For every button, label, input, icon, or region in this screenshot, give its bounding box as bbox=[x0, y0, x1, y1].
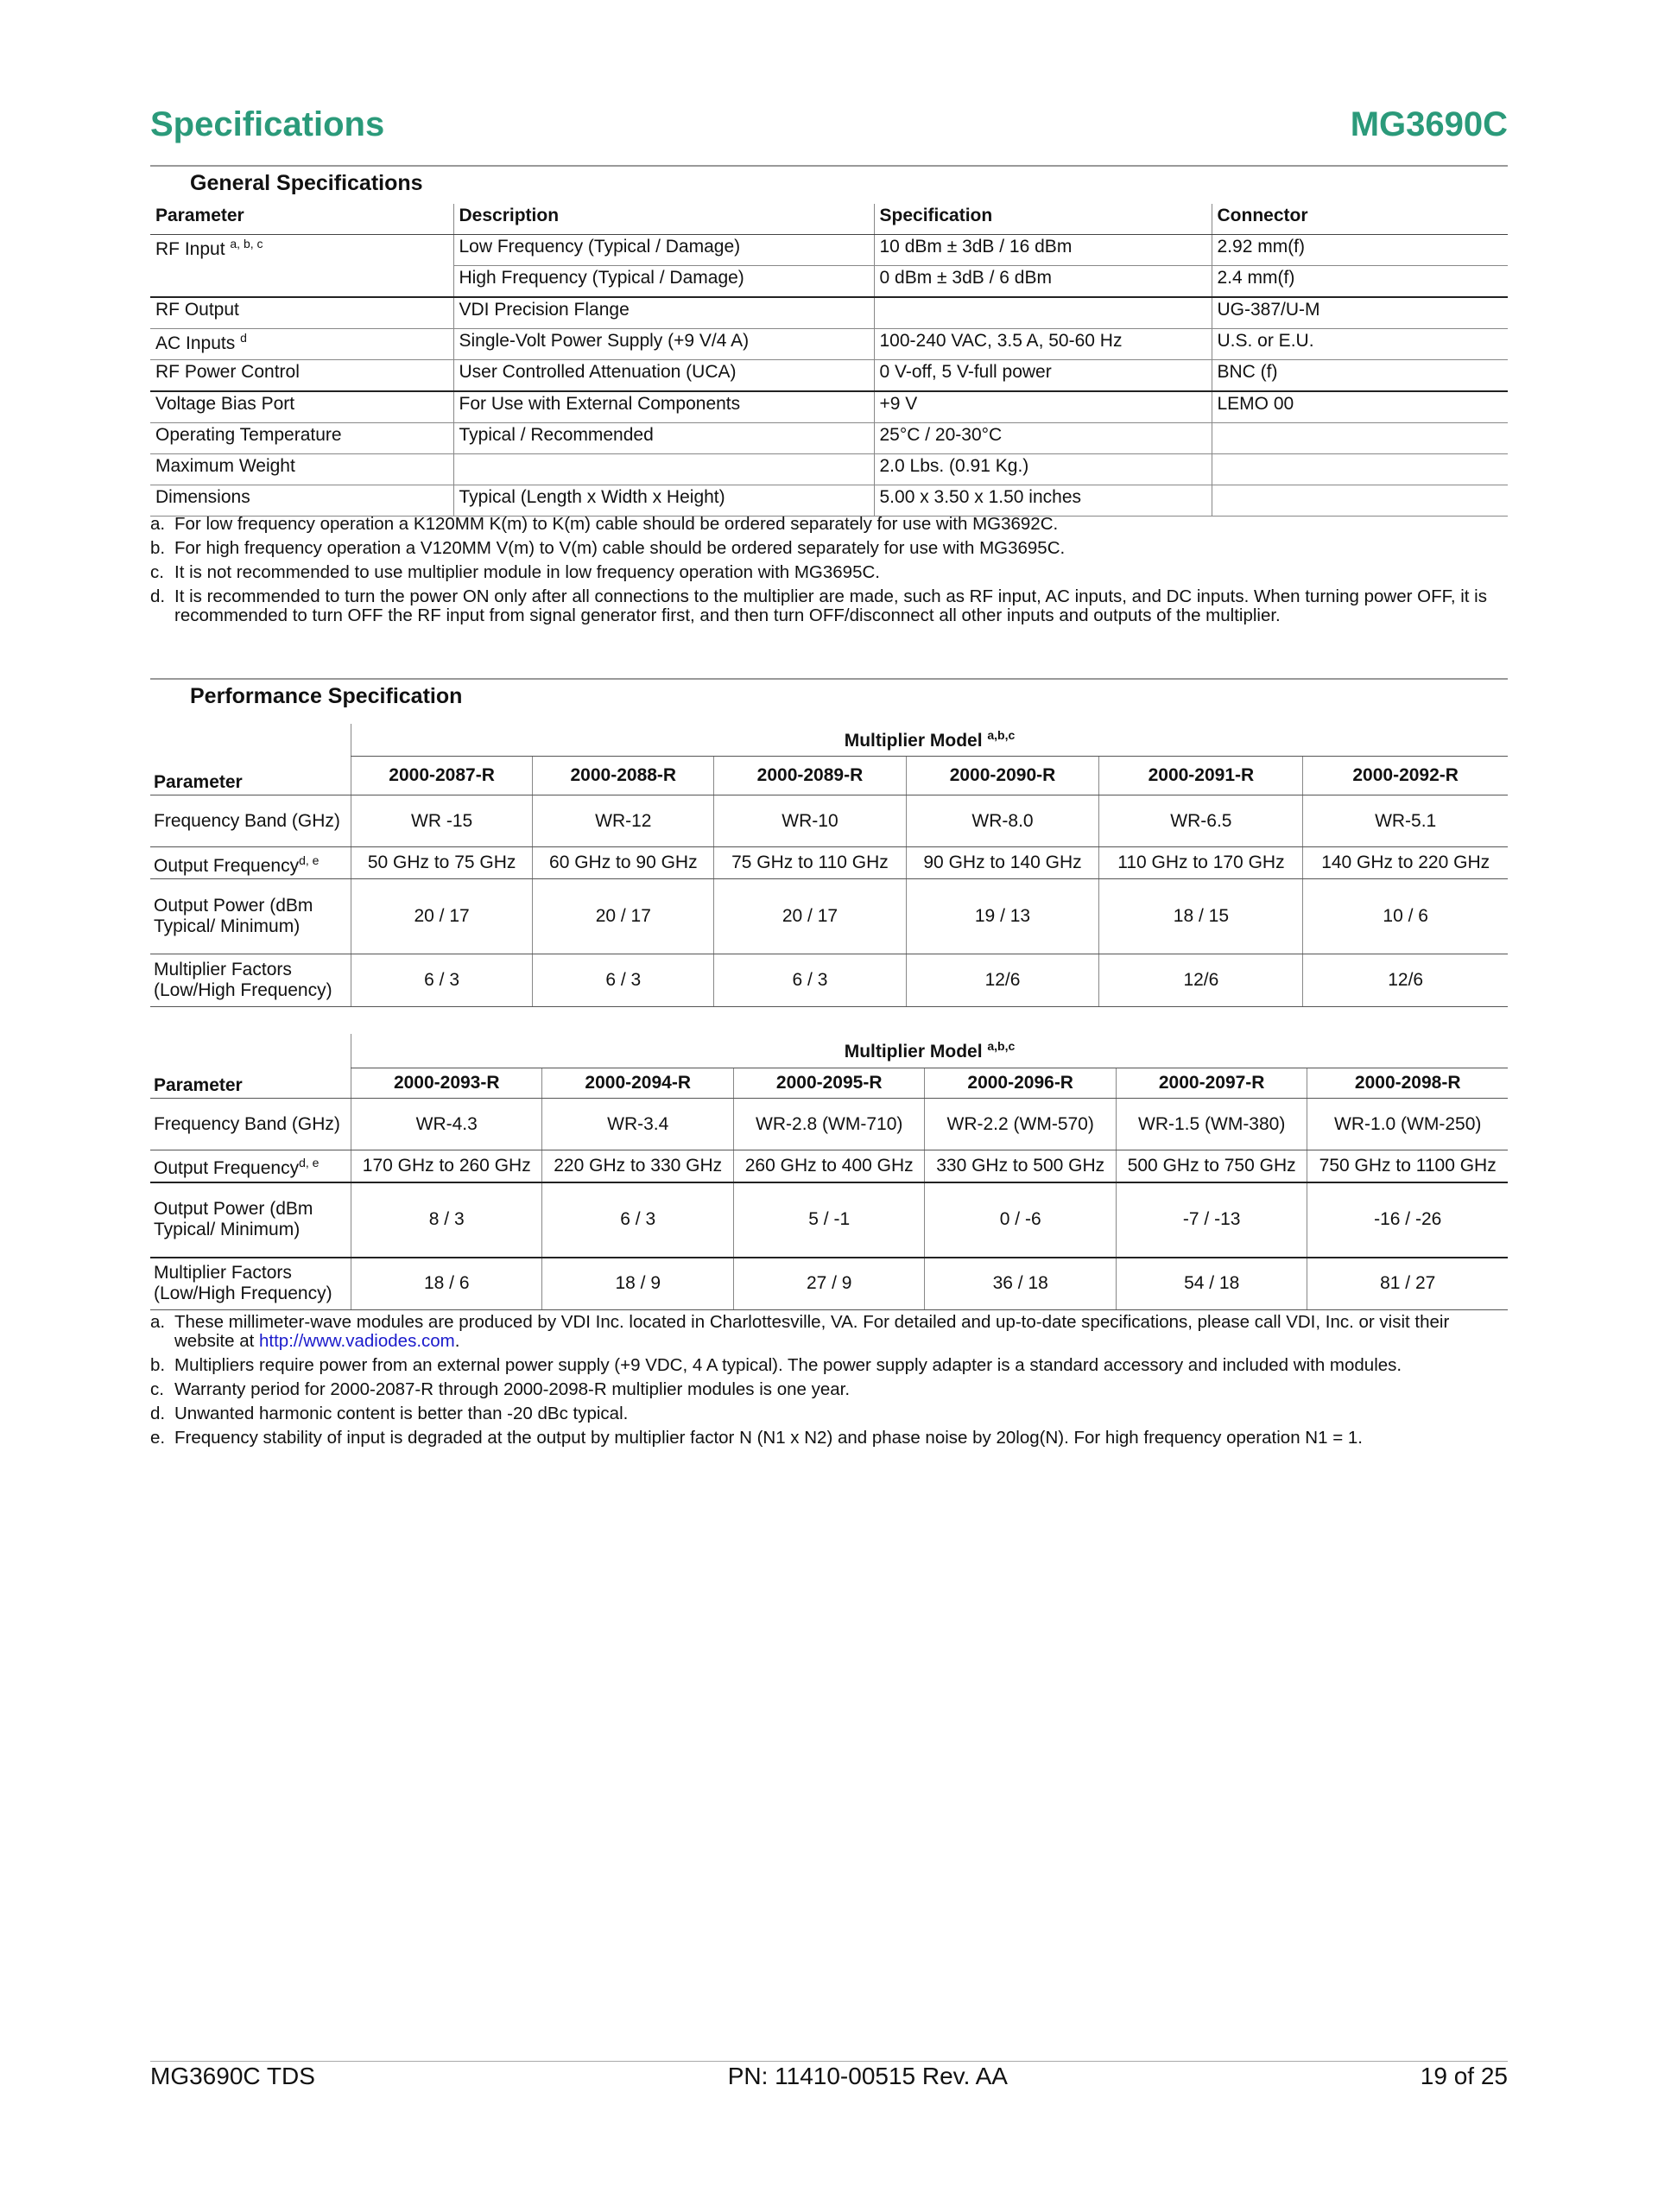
cell-text: VDI Precision Flange bbox=[459, 300, 630, 320]
cell-power: 20 / 17 bbox=[533, 879, 714, 954]
cell-conn bbox=[1212, 485, 1508, 517]
table-row bbox=[150, 485, 1508, 517]
cell-factors: 6 / 3 bbox=[351, 954, 533, 1007]
cell-param bbox=[150, 391, 453, 423]
cell-text: User Controlled Attenuation (UCA) bbox=[459, 362, 737, 382]
multiplier-model-header bbox=[351, 1034, 1509, 1068]
product-model: MG3690C bbox=[1350, 105, 1508, 143]
cell-desc bbox=[453, 235, 874, 266]
cell-spec bbox=[874, 360, 1212, 392]
cell-spec bbox=[874, 485, 1212, 517]
cell-freq: 260 GHz to 400 GHz bbox=[733, 1150, 924, 1182]
general-spec-table bbox=[150, 204, 1508, 517]
table-row bbox=[150, 1099, 1508, 1150]
cell-text: Dimensions bbox=[155, 487, 250, 507]
cell-band: WR-1.0 (WM-250) bbox=[1307, 1099, 1508, 1150]
col-header: Parameter bbox=[150, 204, 453, 235]
performance-table-2 bbox=[150, 1034, 1508, 1310]
cell-conn bbox=[1212, 297, 1508, 329]
footnote bbox=[150, 1404, 1508, 1423]
cell-text: 10 dBm ± 3dB / 16 dBm bbox=[879, 237, 1073, 257]
cell-factors: 18 / 6 bbox=[351, 1258, 542, 1310]
footnote-ref: a,b,c bbox=[987, 728, 1016, 742]
footnote-text: . bbox=[454, 1331, 460, 1351]
table-row bbox=[150, 423, 1508, 454]
group-header-row bbox=[150, 1034, 1508, 1068]
cell-band: WR-2.2 (WM-570) bbox=[925, 1099, 1116, 1150]
row-label-text: Output Frequency bbox=[154, 1158, 300, 1179]
cell-text: Single-Volt Power Supply (+9 V/4 A) bbox=[459, 331, 750, 351]
cell-power: 6 / 3 bbox=[542, 1182, 733, 1258]
cell-freq: 140 GHz to 220 GHz bbox=[1303, 847, 1508, 879]
cell-factors: 54 / 18 bbox=[1116, 1258, 1307, 1310]
parameter-header bbox=[150, 1034, 351, 1099]
parameter-label: Parameter bbox=[154, 772, 243, 792]
footnote bbox=[150, 539, 1508, 558]
cell-text: Maximum Weight bbox=[155, 456, 295, 476]
cell-text: Typical (Length x Width x Height) bbox=[459, 487, 725, 507]
cell-spec bbox=[874, 391, 1212, 423]
cell-power: 5 / -1 bbox=[733, 1182, 924, 1258]
row-label-text: Output Power (dBm Typical/ Minimum) bbox=[154, 1199, 313, 1239]
row-label bbox=[150, 847, 351, 879]
cell-band: WR-3.4 bbox=[542, 1099, 733, 1150]
cell-factors: 12/6 bbox=[906, 954, 1099, 1007]
table-row bbox=[150, 954, 1508, 1007]
cell-text: +9 V bbox=[879, 394, 918, 414]
cell-band: WR-4.3 bbox=[351, 1099, 542, 1150]
cell-text: 2.0 Lbs. (0.91 Kg.) bbox=[879, 456, 1029, 476]
row-label bbox=[150, 1099, 351, 1150]
cell-band: WR-5.1 bbox=[1303, 795, 1508, 847]
footer-page: 19 of 25 bbox=[1420, 2063, 1508, 2089]
cell-conn bbox=[1212, 360, 1508, 392]
row-label bbox=[150, 879, 351, 954]
divider bbox=[150, 165, 1508, 167]
cell-text: For Use with External Components bbox=[459, 394, 741, 414]
cell-spec bbox=[874, 423, 1212, 454]
row-label-text: Multiplier Factors (Low/High Frequency) bbox=[154, 960, 332, 1000]
model-header: 2000-2088-R bbox=[533, 757, 714, 795]
col-header: Description bbox=[453, 204, 874, 235]
cell-spec bbox=[874, 235, 1212, 266]
general-footnotes bbox=[150, 515, 1508, 631]
footnote-text: Frequency stability of input is degraded at the output by multiplier factor N (N1 x N2) and phase noise by 20log(N). For high frequency operation N1 = 1. bbox=[174, 1428, 1363, 1448]
col-header: Specification bbox=[874, 204, 1212, 235]
model-header: 2000-2090-R bbox=[906, 757, 1099, 795]
cell-freq: 60 GHz to 90 GHz bbox=[533, 847, 714, 879]
cell-text: Low Frequency (Typical / Damage) bbox=[459, 237, 741, 257]
cell-text: UG-387/U-M bbox=[1217, 300, 1320, 320]
performance-footnotes bbox=[150, 1313, 1508, 1453]
cell-param bbox=[150, 454, 453, 485]
cell-param bbox=[150, 423, 453, 454]
cell-text: RF Output bbox=[155, 300, 239, 320]
multiplier-model-header bbox=[351, 724, 1509, 757]
model-header: 2000-2095-R bbox=[733, 1068, 924, 1099]
cell-spec bbox=[874, 266, 1212, 298]
table-row bbox=[150, 1150, 1508, 1182]
cell-power: 19 / 13 bbox=[906, 879, 1099, 954]
footnote-text: It is recommended to turn the power ON only after all connections to the multiplier are made, such as RF input, AC inputs, and DC inputs. When turning power OFF, it is recommended to turn OFF the RF input from signal generator first, and then turn OFF/disconnect all other inputs and outputs of the multiplier. bbox=[174, 586, 1487, 625]
cell-spec bbox=[874, 454, 1212, 485]
cell-factors: 12/6 bbox=[1303, 954, 1508, 1007]
performance-spec-heading: Performance Specification bbox=[190, 684, 463, 708]
cell-conn bbox=[1212, 423, 1508, 454]
footnote-text: These millimeter-wave modules are produced by VDI Inc. located in Charlottesville, VA. For detailed and up-to-date specifications, please call VDI, Inc. or visit their website at bbox=[174, 1312, 1450, 1351]
cell-desc bbox=[453, 360, 874, 392]
cell-freq: 90 GHz to 140 GHz bbox=[906, 847, 1099, 879]
cell-spec bbox=[874, 329, 1212, 360]
cell-freq: 170 GHz to 260 GHz bbox=[351, 1150, 542, 1182]
cell-power: 20 / 17 bbox=[351, 879, 533, 954]
cell-factors: 6 / 3 bbox=[714, 954, 906, 1007]
model-header: 2000-2093-R bbox=[351, 1068, 542, 1099]
cell-param bbox=[150, 235, 453, 266]
cell-power: 20 / 17 bbox=[714, 879, 906, 954]
cell-power: 8 / 3 bbox=[351, 1182, 542, 1258]
cell-desc bbox=[453, 297, 874, 329]
row-label-text: Output Power (dBm Typical/ Minimum) bbox=[154, 896, 313, 936]
footer-divider bbox=[150, 2061, 1508, 2062]
footnote-label: b. bbox=[150, 538, 166, 558]
cell-freq: 75 GHz to 110 GHz bbox=[714, 847, 906, 879]
cell-freq: 50 GHz to 75 GHz bbox=[351, 847, 533, 879]
model-header: 2000-2098-R bbox=[1307, 1068, 1508, 1099]
cell-conn bbox=[1212, 454, 1508, 485]
table-row bbox=[150, 297, 1508, 329]
cell-factors: 81 / 27 bbox=[1307, 1258, 1508, 1310]
footnote bbox=[150, 1380, 1508, 1399]
cell-desc bbox=[453, 423, 874, 454]
cell-band: WR-12 bbox=[533, 795, 714, 847]
cell-power: 10 / 6 bbox=[1303, 879, 1508, 954]
footnote bbox=[150, 1313, 1508, 1351]
cell-text: AC Inputs bbox=[155, 333, 236, 353]
table-row bbox=[150, 360, 1508, 392]
cell-freq: 500 GHz to 750 GHz bbox=[1116, 1150, 1307, 1182]
footnote-text: Multipliers require power from an external power supply (+9 VDC, 4 A typical). The power supply adapter is a standard accessory and included with modules. bbox=[174, 1355, 1402, 1375]
cell-text: Typical / Recommended bbox=[459, 425, 654, 445]
divider bbox=[150, 678, 1508, 680]
table-row bbox=[150, 391, 1508, 423]
cell-desc bbox=[453, 391, 874, 423]
footnote-text: For high frequency operation a V120MM V(m) to V(m) cable should be ordered separately for use with MG3695C. bbox=[174, 538, 1066, 558]
footnote-label: c. bbox=[150, 1379, 164, 1399]
row-label bbox=[150, 795, 351, 847]
model-header: 2000-2094-R bbox=[542, 1068, 733, 1099]
model-row bbox=[150, 757, 1508, 795]
footnote-ref: d, e bbox=[299, 852, 320, 867]
cell-band: WR-8.0 bbox=[906, 795, 1099, 847]
cell-power: -7 / -13 bbox=[1116, 1182, 1307, 1258]
footnote bbox=[150, 587, 1508, 625]
footer-doc: MG3690C TDS bbox=[150, 2063, 315, 2089]
group-header-row bbox=[150, 724, 1508, 757]
vadiodes-link[interactable]: http://www.vadiodes.com bbox=[259, 1331, 455, 1351]
footnote-label: d. bbox=[150, 586, 166, 606]
table-row bbox=[150, 879, 1508, 954]
cell-text: 0 V-off, 5 V-full power bbox=[879, 362, 1052, 382]
col-header: Connector bbox=[1212, 204, 1508, 235]
cell-freq: 750 GHz to 1100 GHz bbox=[1307, 1150, 1508, 1182]
row-label bbox=[150, 954, 351, 1007]
table-row bbox=[150, 847, 1508, 879]
group-label: Multiplier Model bbox=[844, 1042, 983, 1062]
cell-freq: 110 GHz to 170 GHz bbox=[1099, 847, 1303, 879]
performance-table-1 bbox=[150, 724, 1508, 1007]
cell-param bbox=[150, 360, 453, 392]
cell-conn bbox=[1212, 329, 1508, 360]
table-row bbox=[150, 1182, 1508, 1258]
cell-text: RF Power Control bbox=[155, 362, 300, 382]
parameter-label: Parameter bbox=[154, 1075, 243, 1095]
parameter-header bbox=[150, 724, 351, 795]
model-header: 2000-2091-R bbox=[1099, 757, 1303, 795]
footnote-label: c. bbox=[150, 562, 164, 582]
cell-desc bbox=[453, 329, 874, 360]
cell-conn bbox=[1212, 266, 1508, 298]
cell-desc bbox=[453, 485, 874, 517]
table-row bbox=[150, 454, 1508, 485]
cell-text: RF Input bbox=[155, 239, 225, 259]
cell-text: 2.92 mm(f) bbox=[1217, 237, 1306, 257]
footnote-label: b. bbox=[150, 1355, 166, 1375]
cell-factors: 36 / 18 bbox=[925, 1258, 1116, 1310]
cell-text: Operating Temperature bbox=[155, 425, 342, 445]
cell-factors: 12/6 bbox=[1099, 954, 1303, 1007]
footnote-ref: d, e bbox=[299, 1156, 320, 1170]
footnote bbox=[150, 515, 1508, 534]
cell-spec bbox=[874, 297, 1212, 329]
cell-freq: 330 GHz to 500 GHz bbox=[925, 1150, 1116, 1182]
cell-freq: 220 GHz to 330 GHz bbox=[542, 1150, 733, 1182]
cell-conn bbox=[1212, 391, 1508, 423]
cell-text: 2.4 mm(f) bbox=[1217, 268, 1295, 288]
cell-power: 18 / 15 bbox=[1099, 879, 1303, 954]
footnote-text: For low frequency operation a K120MM K(m) to K(m) cable should be ordered separately for use with MG3692C. bbox=[174, 514, 1059, 534]
cell-text: BNC (f) bbox=[1217, 362, 1278, 382]
group-label: Multiplier Model bbox=[844, 731, 983, 751]
cell-desc bbox=[453, 266, 874, 298]
table-row bbox=[150, 1258, 1508, 1310]
general-spec-heading: General Specifications bbox=[190, 171, 423, 195]
model-header: 2000-2087-R bbox=[351, 757, 533, 795]
cell-band: WR-6.5 bbox=[1099, 795, 1303, 847]
table-row bbox=[150, 795, 1508, 847]
footnote bbox=[150, 1356, 1508, 1375]
row-label-text: Frequency Band (GHz) bbox=[154, 810, 340, 831]
cell-band: WR-1.5 (WM-380) bbox=[1116, 1099, 1307, 1150]
cell-desc bbox=[453, 454, 874, 485]
model-header: 2000-2092-R bbox=[1303, 757, 1508, 795]
cell-band: WR-2.8 (WM-710) bbox=[733, 1099, 924, 1150]
footnote-ref: d bbox=[240, 331, 247, 345]
footnote bbox=[150, 1429, 1508, 1448]
footnote-label: a. bbox=[150, 1312, 166, 1332]
cell-param bbox=[150, 297, 453, 329]
cell-band: WR-10 bbox=[714, 795, 906, 847]
cell-text: High Frequency (Typical / Damage) bbox=[459, 268, 744, 288]
row-label bbox=[150, 1258, 351, 1310]
model-header: 2000-2096-R bbox=[925, 1068, 1116, 1099]
table-row bbox=[150, 235, 1508, 266]
row-label-text: Frequency Band (GHz) bbox=[154, 1113, 340, 1134]
cell-factors: 6 / 3 bbox=[533, 954, 714, 1007]
footnote bbox=[150, 563, 1508, 582]
footer bbox=[150, 2063, 1508, 2090]
cell-text: Voltage Bias Port bbox=[155, 394, 295, 414]
cell-text: LEMO 00 bbox=[1217, 394, 1294, 414]
cell-conn bbox=[1212, 235, 1508, 266]
footnote-text: It is not recommended to use multiplier module in low frequency operation with MG3695C. bbox=[174, 562, 880, 582]
cell-text: 0 dBm ± 3dB / 6 dBm bbox=[879, 268, 1052, 288]
cell-text: U.S. or E.U. bbox=[1217, 331, 1314, 351]
cell-power: -16 / -26 bbox=[1307, 1182, 1508, 1258]
row-label bbox=[150, 1150, 351, 1182]
cell-text: 5.00 x 3.50 x 1.50 inches bbox=[879, 487, 1081, 507]
model-header: 2000-2089-R bbox=[714, 757, 906, 795]
cell-text: 25°C / 20-30°C bbox=[879, 425, 1003, 445]
footnote-text: Warranty period for 2000-2087-R through 2000-2098-R multiplier modules is one year. bbox=[174, 1379, 851, 1399]
cell-param bbox=[150, 266, 453, 298]
footnote-text: Unwanted harmonic content is better than -20 dBc typical. bbox=[174, 1404, 629, 1423]
footnote-ref: a, b, c bbox=[230, 237, 263, 250]
footnote-label: d. bbox=[150, 1404, 166, 1423]
row-label-text: Output Frequency bbox=[154, 855, 300, 876]
cell-factors: 27 / 9 bbox=[733, 1258, 924, 1310]
footnote-label: e. bbox=[150, 1428, 166, 1448]
model-header: 2000-2097-R bbox=[1116, 1068, 1307, 1099]
page-title: Specifications bbox=[150, 105, 385, 143]
table-row bbox=[150, 266, 1508, 298]
cell-power: 0 / -6 bbox=[925, 1182, 1116, 1258]
cell-param bbox=[150, 329, 453, 360]
footer-part-number: PN: 11410-00515 Rev. AA bbox=[727, 2063, 1008, 2089]
cell-param bbox=[150, 485, 453, 517]
footnote-label: a. bbox=[150, 514, 166, 534]
row-label bbox=[150, 1182, 351, 1258]
cell-factors: 18 / 9 bbox=[542, 1258, 733, 1310]
row-label-text: Multiplier Factors (Low/High Frequency) bbox=[154, 1263, 332, 1304]
model-row bbox=[150, 1068, 1508, 1099]
table-row bbox=[150, 329, 1508, 360]
footnote-ref: a,b,c bbox=[987, 1039, 1016, 1053]
cell-band: WR -15 bbox=[351, 795, 533, 847]
cell-text: 100-240 VAC, 3.5 A, 50-60 Hz bbox=[879, 331, 1123, 351]
